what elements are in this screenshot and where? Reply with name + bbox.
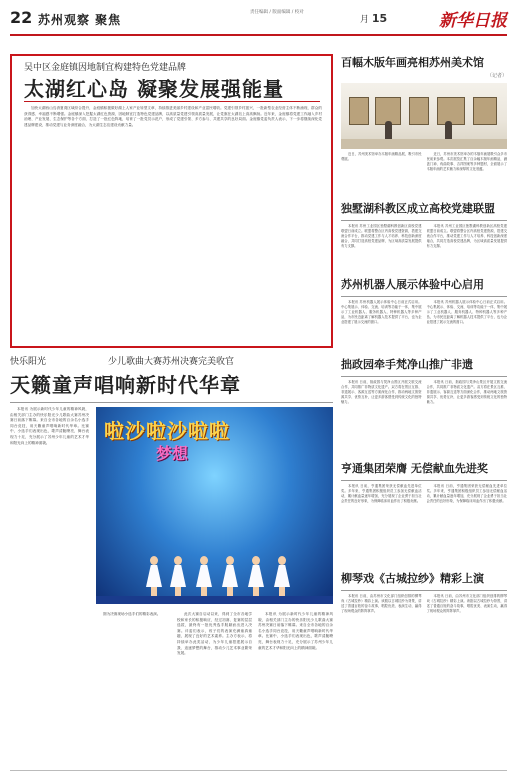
child-performer xyxy=(146,556,162,598)
child-performer xyxy=(222,556,238,598)
story-liuqin-opera xyxy=(341,570,507,774)
story-body xyxy=(341,224,507,282)
story-divider xyxy=(341,480,507,481)
page-number: 22 xyxy=(10,8,33,27)
story-headline: 百幅木版年画亮相苏州美术馆 xyxy=(341,56,484,69)
story-body-column: 本报讯 苏州工业园区独墅湖科教创新区高校党建联盟日前成立。联盟将整合区内高校党建资源，搭建交流合作平台，推动党建工作与人才培养、科技创新深度融合，共同打造高校党建品牌，为区域高质量发展提供有力支撑。 xyxy=(341,224,422,249)
newspaper-masthead: 新华日报 xyxy=(439,11,507,31)
section-name: 苏州观察 聚焦 xyxy=(38,13,122,27)
story-hengtong-blood-donation xyxy=(341,460,507,572)
story-body xyxy=(341,300,507,360)
story-body xyxy=(341,380,507,466)
story-body-column: 本报讯 日前，由苏州市文化部门组织创排的柳琴戏《古城拉纱》精彩上演。该剧以古城拉纱为背景，讲述了普通百姓的奋斗故事，唱腔优美、表演生动，赢得了现场观众的阵阵掌声。 xyxy=(426,594,507,614)
lower-body-column: 本报讯 为展示新时代少年儿童的精神风貌，由相关部门主办的快乐阳光少儿歌曲大赛苏州决赛日前落下帷幕。来自全市各地的百余名小选手同台竞技，用天籁童声唱响新时代华章。比赛中，小选手们表现出色，歌声清脆嘹亮，舞台表现力十足，充分展示了苏州少年儿童的艺术才华和阳光向上的精神面貌。 xyxy=(10,407,89,445)
page-header xyxy=(10,8,507,44)
story-divider xyxy=(341,590,507,591)
stage-backdrop-text: 梦想 xyxy=(156,444,189,463)
story-body-column: 近日，苏州市美术馆举办的木版年画展吸引众多市民前来参观。本次展览汇集了百余幅木版年画精品，涵盖门神、戏曲故事、吉祥图案等多种题材，全面展示了木版年画的艺术魅力和深厚的文化底蕴。 xyxy=(426,152,507,172)
issue-date xyxy=(360,12,387,25)
story-source: （记者） xyxy=(486,73,507,79)
child-performer xyxy=(274,556,290,598)
story-headline: 独墅湖科教区成立高校党建联盟 xyxy=(341,202,495,215)
painting-frame xyxy=(473,97,497,125)
painting-frame xyxy=(409,97,429,125)
story-university-party-alliance xyxy=(341,200,507,282)
story-body-column: 本报讯 日前，亨通集团荣获无偿献血先进单位奖。多年来，亨通集团积极组织员工参加无偿献血活动，累计献血量逐年增加，充分展现了企业勇于担当社会责任的良好形象，为保障临床用血作出了积极贡献。 xyxy=(341,484,422,504)
lower-body-column: 此次大赛自启动以来，得到了全市各地学校和家长的积极响应，经过初赛、复赛的层层选拔，最终有一批优秀选手脱颖而出进入决赛。评委们表示，孩子们的表演充满童真童趣，展现了良好的艺术素养。主办方表示，将持续举办此类活动，为少年儿童搭建展示自我、追逐梦想的舞台，推动少儿艺术事业繁荣发展。 xyxy=(177,612,252,656)
lead-body-column: 加快太湖西山岛消夏湾区域综合提升，金庭镇积极做好湖上人家产业转型文章，持续推进美丽乡村建设和产业富民增收。党建引领乡村振兴，一批新型农业经营主体不断涌现，群众的获得感、幸福感不断增强。金庭镇深入挖掘太湖红色资源，因地制宜打造特色党建品牌，以高质量党建引领高质量发展，让党旗在太湖岛上高高飘扬。近年来，金庭镇将党建工作融入乡村治理、产业发展、生态保护等各个方面，打造了一批红色阵地，培育了一批党员示范户，形成了党建引领、多方参与、共建共享的良好局面。金庭镇党委负责人表示，下一步将继续深化党建品牌建设，推动党建与业务深度融合，为太湖生态岛建设贡献力量。 xyxy=(24,106,322,127)
story-headline: 苏州机器人展示体验中心启用 xyxy=(341,278,484,291)
story-humble-garden xyxy=(341,356,507,466)
child-performer xyxy=(170,556,186,598)
story-body-column: 本报讯 日前，拙政园与梵净山景区开展文旅交流合作，共同推广非物质文化遗产。双方将在景区互推、非遗展示、客源互送等方面深化合作，推动两地文旅资源共享、优势互补，让更多游客感受到传统文化的独特魅力。 xyxy=(341,380,422,405)
stage-performance-photo xyxy=(96,407,333,604)
story-divider xyxy=(341,220,507,221)
lower-kicker: 快乐阳光 xyxy=(10,357,47,367)
lead-story xyxy=(10,54,333,348)
gallery-floor xyxy=(341,139,507,149)
lead-body xyxy=(24,106,322,342)
page-bottom-rule xyxy=(10,770,507,771)
painting-frame xyxy=(349,97,369,125)
story-body-column: 本报讯 苏州机器人展示体验中心日前正式启用。中心集展示、体验、交流、培训等功能于一体，集中展示了工业机器人、服务机器人、特种机器人等多种产品，为市民近距离了解机器人技术提供了平台，也为企业搭建了展示交流的窗口。 xyxy=(426,300,507,325)
story-body-column: 本报讯 日前，亨通集团荣获无偿献血先进单位奖。多年来，亨通集团积极组织员工参加无偿献血活动，累计献血量逐年增加，充分展现了企业勇于担当社会责任的良好形象，为保障临床用血作出了积极贡献。 xyxy=(426,484,507,504)
lower-body-column: 图为决赛现场小选手们的精彩表演。 xyxy=(103,612,161,616)
visitor-figure xyxy=(445,121,452,141)
lead-headline: 太湖红心岛 凝聚发展强能量 xyxy=(24,77,284,101)
lower-body-column: 本报讯 为展示新时代少年儿童的精神风貌，由相关部门主办的快乐阳光少儿歌曲大赛苏州决赛日前落下帷幕。来自全市各地的百余名小选手同台竞技，用天籁童声唱响新时代华章。比赛中，小选手们表现出色，歌声清脆嘹亮，舞台表现力十足，充分展示了苏州少年儿童的艺术才华和阳光向上的精神面貌。 xyxy=(258,612,333,650)
lower-kicker-sub: 少儿歌曲大赛苏州决赛完美收官 xyxy=(108,357,235,367)
lower-headline: 天籁童声唱响新时代华章 xyxy=(10,373,241,397)
story-headline: 亨通集团荣膺 无偿献血先进奖 xyxy=(341,462,488,475)
story-divider xyxy=(341,296,507,297)
date-month: 月 xyxy=(360,15,370,25)
lead-divider xyxy=(24,101,320,102)
stage-backdrop-text: 啦沙啦沙啦啦 xyxy=(104,419,230,443)
date-day: 15 xyxy=(371,12,388,25)
story-body-column: 近日，苏州美术馆举办木版年画精品展，吸引市民观展。 xyxy=(341,152,422,162)
story-body-column: 本报讯 苏州工业园区独墅湖科教创新区高校党建联盟日前成立。联盟将整合区内高校党建资源，搭建交流合作平台，推动党建工作与人才培养、科技创新深度融合，共同打造高校党建品牌，为区域高质量发展提供有力支撑。 xyxy=(426,224,507,249)
story-woodblock-prints xyxy=(341,54,507,196)
lower-body-right xyxy=(96,612,333,765)
story-body xyxy=(341,594,507,774)
story-body xyxy=(341,484,507,572)
story-body xyxy=(341,152,507,196)
lower-body-left xyxy=(10,407,89,765)
story-body-column: 本报讯 日前，拙政园与梵净山景区开展文旅交流合作，共同推广非物质文化遗产。双方将在景区互推、非遗展示、客源互送等方面深化合作，推动两地文旅资源共享、优势互补，让更多游客感受到传统文化的独特魅力。 xyxy=(426,380,507,405)
story-divider xyxy=(341,376,507,377)
gallery-photo xyxy=(341,83,507,149)
header-rule xyxy=(10,34,507,36)
child-performer xyxy=(196,556,212,598)
story-body-column: 本报讯 苏州机器人展示体验中心日前正式启用。中心集展示、体验、交流、培训等功能于一体，集中展示了工业机器人、服务机器人、特种机器人等多种产品，为市民近距离了解机器人技术提供了平台，也为企业搭建了展示交流的窗口。 xyxy=(341,300,422,325)
story-headline: 柳琴戏《古城拉纱》精彩上演 xyxy=(341,572,484,585)
child-performer xyxy=(248,556,264,598)
editor-credit: 责任编辑 / 版面编辑 / 校对 xyxy=(250,10,304,15)
story-body-column: 本报讯 日前，由苏州市文化部门组织创排的柳琴戏《古城拉纱》精彩上演。该剧以古城拉纱为背景，讲述了普通百姓的奋斗故事，唱腔优美、表演生动，赢得了现场观众的阵阵掌声。 xyxy=(341,594,422,614)
story-robot-center xyxy=(341,276,507,360)
stage-floor xyxy=(96,596,333,604)
lower-divider xyxy=(10,402,333,403)
lead-kicker: 吴中区金庭镇因地制宜构建特色党建品牌 xyxy=(24,63,187,73)
story-headline: 拙政园牵手梵净山推广非遗 xyxy=(341,358,473,371)
visitor-figure xyxy=(385,121,392,141)
